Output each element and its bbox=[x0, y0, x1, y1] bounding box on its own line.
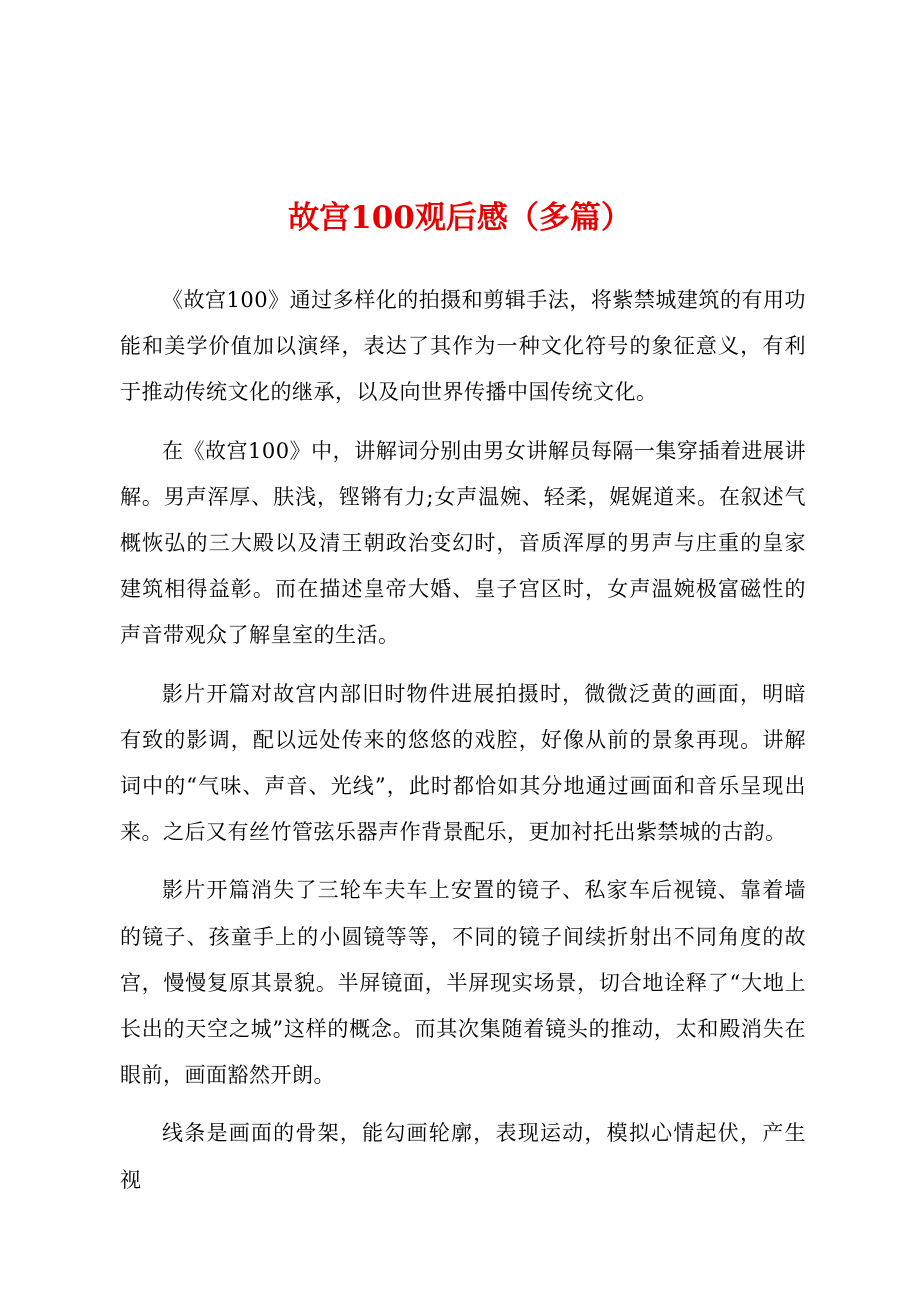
document-body bbox=[120, 277, 806, 1215]
paragraph: 影片开篇对故宫内部旧时物件进展拍摄时，微微泛黄的画面，明暗有致的影调，配以远处传来的悠悠的戏腔，好像从前的景象再现。讲解词中的“气味、声音、光线”，此时都恰如其分地通过画面和音乐呈现出来。之后又有丝竹管弦乐器声作背景配乐，更加衬托出紫禁城的古韵。 bbox=[120, 681, 806, 845]
document-title: 故宫100观后感（多篇） bbox=[288, 200, 632, 236]
paragraph: 《故宫100》通过多样化的拍摄和剪辑手法，将紫禁城建筑的有用功能和美学价值加以演绎，表达了其作为一种文化符号的象征意义，有利于推动传统文化的继承，以及向世界传播中国传统文化。 bbox=[120, 288, 806, 405]
paragraph: 影片开篇消失了三轮车夫车上安置的镜子、私家车后视镜、靠着墙的镜子、孩童手上的小圆镜等等，不同的镜子间续折射出不同角度的故宫，慢慢复原其景貌。半屏镜面，半屏现实场景，切合地诠释了“大地上长出的天空之城”这样的概念。而其次集随着镜头的推动，太和殿消失在眼前，画面豁然开朗。 bbox=[120, 878, 806, 1088]
paragraph: 在《故宫100》中，讲解词分别由男女讲解员每隔一集穿插着进展讲解。男声浑厚、肤浅，铿锵有力;女声温婉、轻柔，娓娓道来。在叙述气概恢弘的三大殿以及清王朝政治变幻时，音质浑厚的男声与庄重的皇家建筑相得益彰。而在描述皇帝大婚、皇子宫区时，女声温婉极富磁性的声音带观众了解皇室的生活。 bbox=[120, 438, 806, 648]
paragraph: 线条是画面的骨架，能勾画轮廓，表现运动，模拟心情起伏，产生视 bbox=[120, 1121, 806, 1192]
